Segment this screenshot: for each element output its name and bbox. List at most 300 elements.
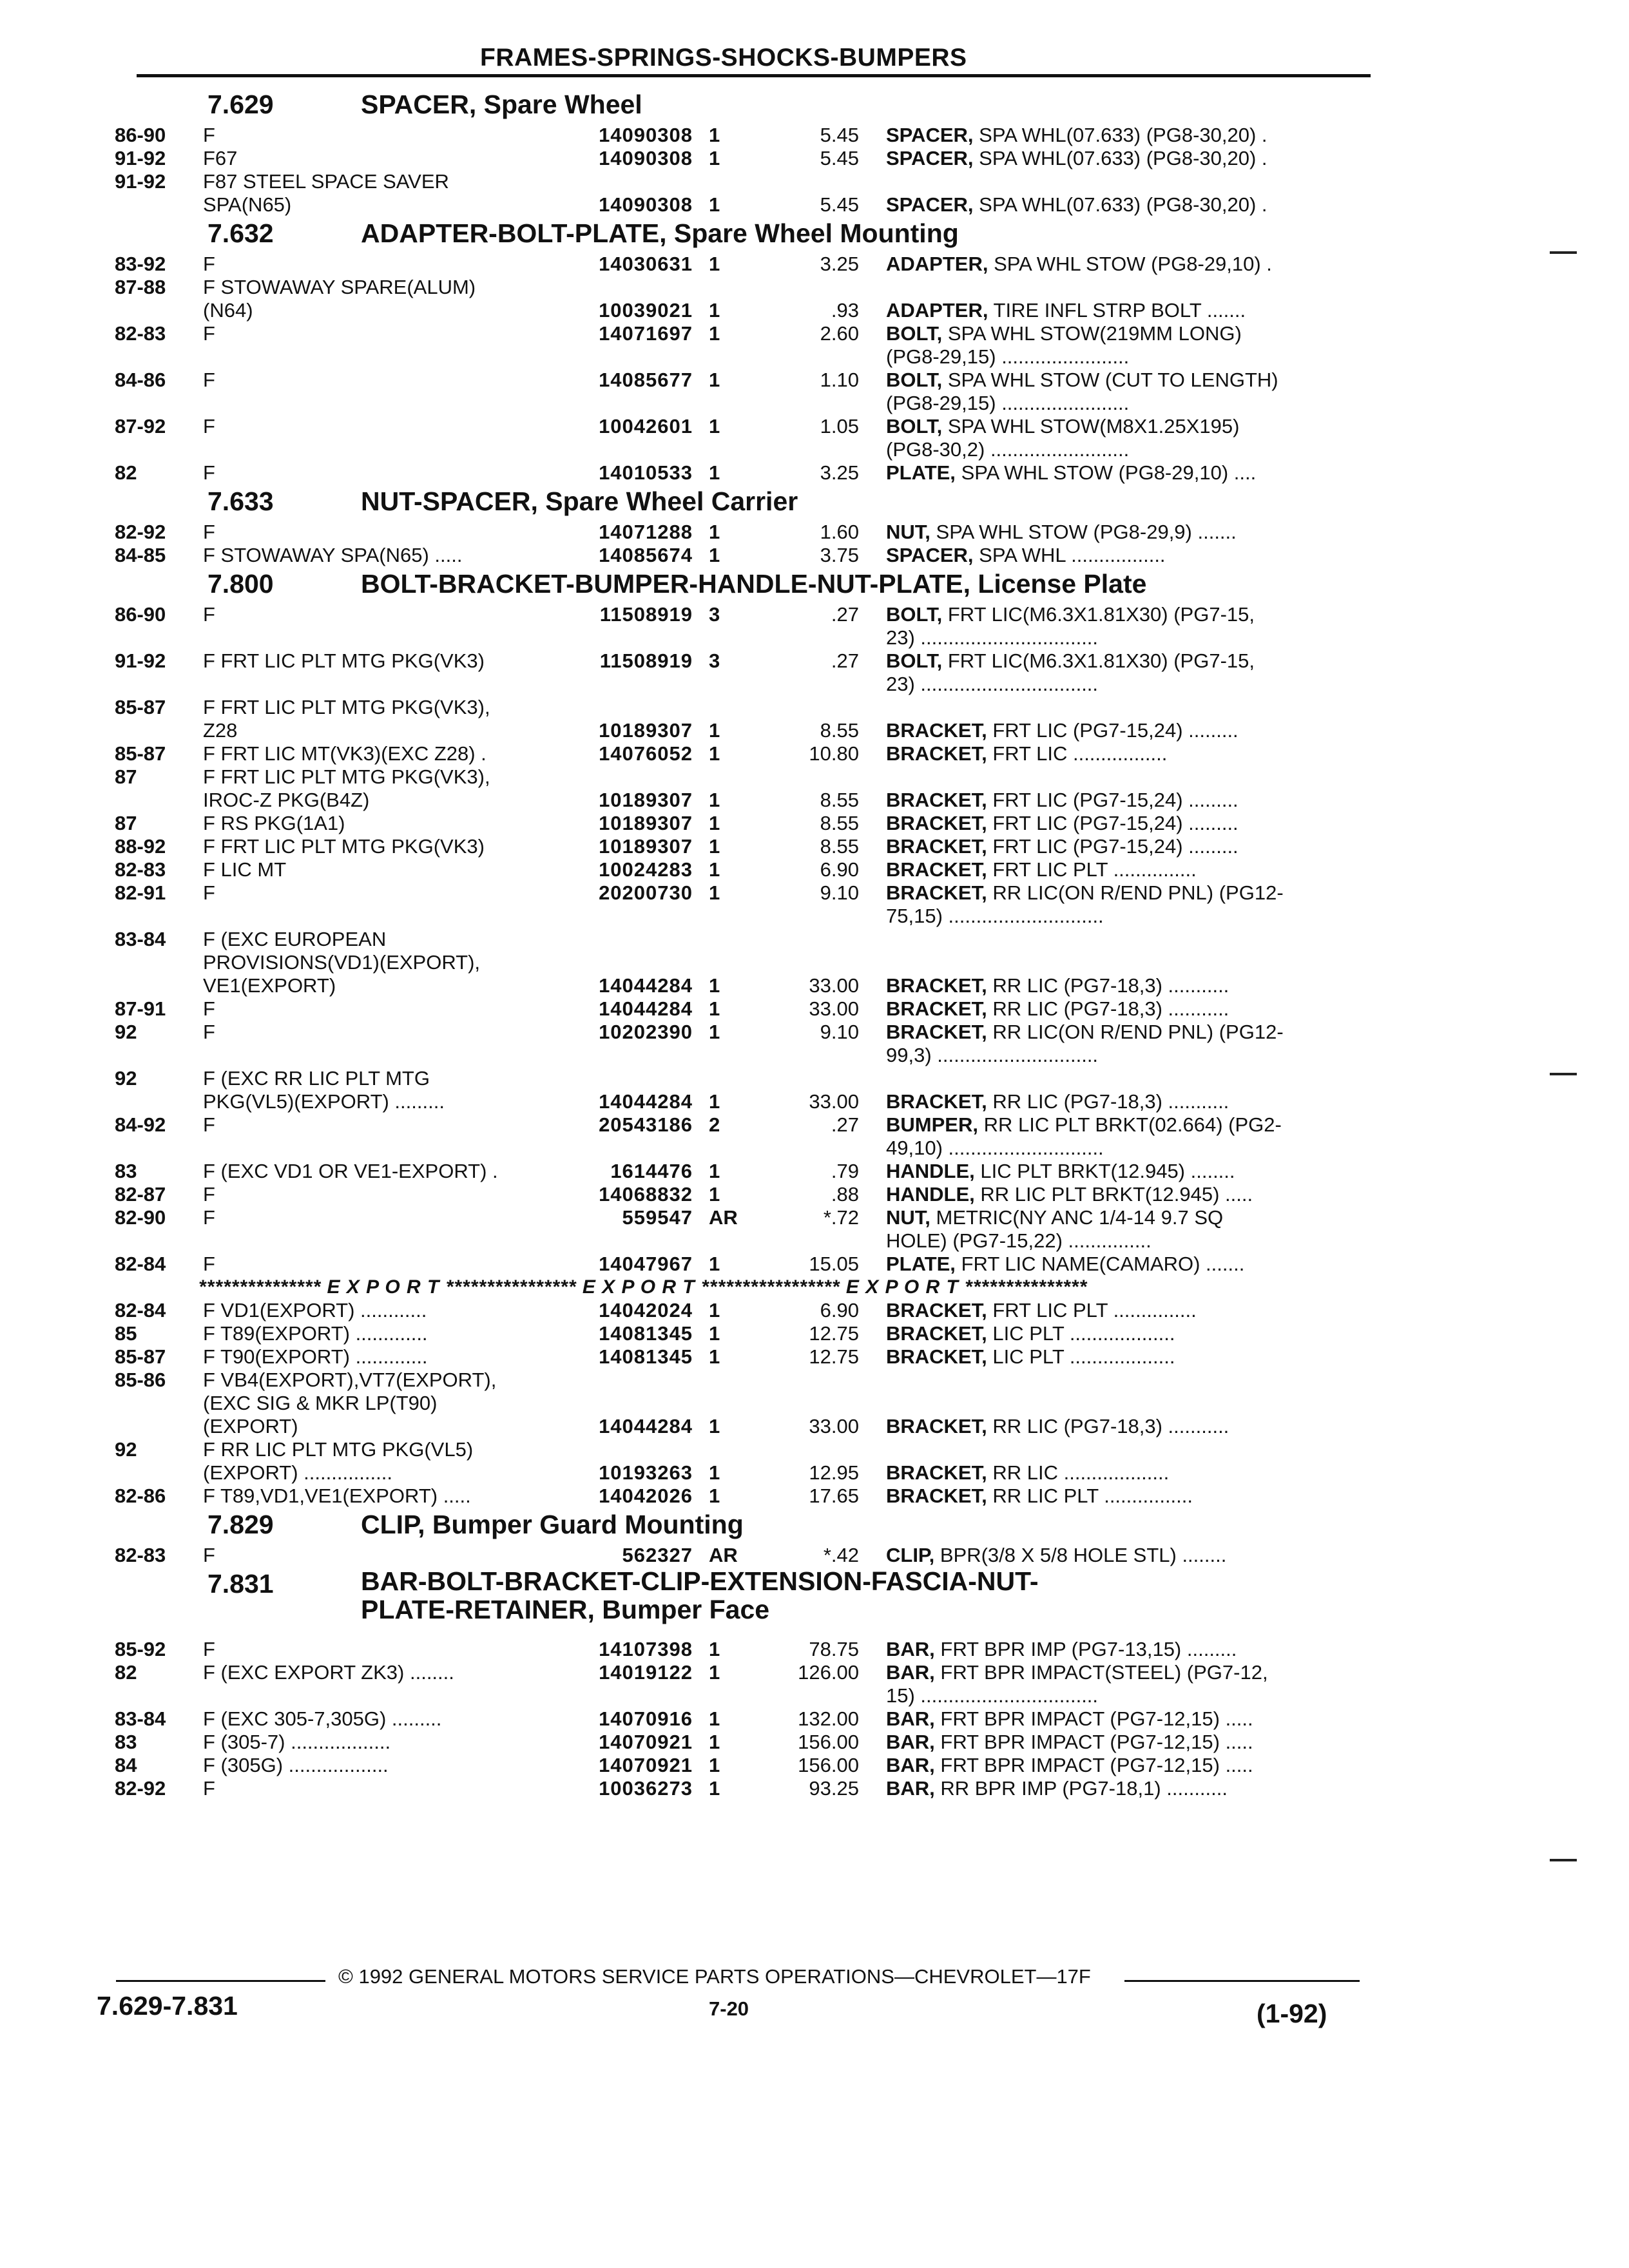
quantity: 1: [709, 1183, 720, 1206]
section-title: NUT-SPACER, Spare Wheel Carrier: [361, 486, 798, 516]
part-number: 14085677: [599, 369, 693, 391]
footer-rule: [116, 1980, 325, 1982]
description: [886, 193, 1268, 216]
application: F T89,VD1,VE1(EXPORT) .....: [203, 1485, 471, 1507]
export-separator: *************** E X P O R T **************** E X P O R T ***************** E X P O R T ***************: [198, 1276, 1088, 1298]
section-heading: [0, 1508, 1629, 1544]
application: IROC-Z PKG(B4Z): [203, 789, 370, 811]
description-detail: 99,3) .............................: [886, 1044, 1099, 1066]
description: [886, 438, 1129, 461]
price: 3.75: [820, 544, 859, 566]
description-detail: 23) ................................: [886, 673, 1099, 695]
part-number: 10036273: [599, 1777, 693, 1800]
quantity: AR: [709, 1206, 738, 1229]
price: 33.00: [809, 1415, 859, 1437]
description-detail: FRT LIC (PG7-15,24) .........: [992, 812, 1239, 834]
application: F: [203, 253, 215, 275]
part-row: [0, 626, 1629, 649]
application: F: [203, 1544, 215, 1566]
model-years: 82-83: [115, 858, 166, 881]
application: F: [203, 1113, 215, 1136]
description-detail: 49,10) ............................: [886, 1137, 1104, 1159]
price: 156.00: [798, 1731, 859, 1753]
application: F: [203, 1253, 215, 1275]
price: 33.00: [809, 1090, 859, 1113]
part-number: 14044284: [599, 1090, 693, 1113]
model-years: 82-84: [115, 1253, 166, 1275]
price: .27: [831, 1113, 859, 1136]
price: 12.75: [809, 1345, 859, 1368]
part-number: 20200730: [599, 881, 693, 904]
description: [886, 1090, 1229, 1113]
part-number: 14090308: [599, 193, 693, 216]
description: [886, 369, 1278, 392]
price: .79: [831, 1160, 859, 1182]
part-number: 14042024: [599, 1299, 693, 1321]
model-years: 87-92: [115, 415, 166, 437]
description-detail: METRIC(NY ANC 1/4-14 9.7 SQ: [936, 1206, 1224, 1229]
application: (EXC SIG & MKR LP(T90): [203, 1392, 438, 1414]
quantity: 1: [709, 1021, 720, 1043]
description: [886, 603, 1255, 626]
description: [886, 1160, 1235, 1183]
price: 3.25: [820, 461, 859, 484]
price: 1.05: [820, 415, 859, 437]
quantity: 1: [709, 193, 720, 216]
part-row: [0, 1090, 1629, 1113]
description-detail: (PG8-29,15) .......................: [886, 392, 1130, 414]
part-number: 1614476: [610, 1160, 693, 1182]
quantity: 1: [709, 1345, 720, 1368]
description-noun: BRACKET,: [886, 1461, 987, 1484]
part-row: [0, 438, 1629, 461]
application: F FRT LIC MT(VK3)(EXC Z28) .: [203, 742, 487, 765]
price: *.42: [823, 1544, 859, 1566]
application: SPA(N65): [203, 193, 292, 216]
model-years: 87-91: [115, 997, 166, 1020]
description: [886, 858, 1197, 881]
part-row: [0, 322, 1629, 345]
description: [886, 322, 1242, 345]
part-row: [0, 719, 1629, 742]
model-years: 85: [115, 1322, 137, 1345]
quantity: 1: [709, 881, 720, 904]
quantity: 1: [709, 1638, 720, 1660]
application: F (EXC EXPORT ZK3) ........: [203, 1661, 454, 1684]
part-row: [0, 997, 1629, 1021]
description: [886, 147, 1268, 170]
description-detail: RR LIC (PG7-18,3) ...........: [992, 997, 1229, 1020]
part-row: [0, 1485, 1629, 1508]
model-years: 83: [115, 1160, 137, 1182]
model-years: 92: [115, 1021, 137, 1043]
part-row: [0, 1638, 1629, 1661]
part-number: 14019122: [599, 1661, 693, 1684]
description-noun: BRACKET,: [886, 719, 987, 742]
description: [886, 1206, 1223, 1229]
description-detail: SPA WHL STOW (PG8-29,10) ....: [961, 461, 1257, 484]
export-separator-row: [0, 1276, 1629, 1299]
model-years: 87: [115, 765, 137, 788]
description-detail: FRT LIC (PG7-15,24) .........: [992, 789, 1239, 811]
description-detail: RR LIC (PG7-18,3) ...........: [992, 974, 1229, 997]
description: [886, 742, 1167, 765]
application: F: [203, 1021, 215, 1043]
quantity: 1: [709, 322, 720, 345]
application: (N64): [203, 299, 253, 322]
part-number: 10202390: [599, 1021, 693, 1043]
application: F T90(EXPORT) .............: [203, 1345, 428, 1368]
part-number: 10024283: [599, 858, 693, 881]
description-noun: BAR,: [886, 1707, 935, 1730]
part-number: 14081345: [599, 1345, 693, 1368]
quantity: 1: [709, 1415, 720, 1437]
description: [886, 1638, 1237, 1661]
description-noun: SPACER,: [886, 147, 974, 169]
section-number: 7.632: [207, 218, 274, 248]
description: [886, 835, 1239, 858]
part-number: 562327: [622, 1544, 693, 1566]
quantity: AR: [709, 1544, 738, 1566]
price: .88: [831, 1183, 859, 1206]
section-number: 7.831: [207, 1569, 274, 1599]
price: 10.80: [809, 742, 859, 765]
description: [886, 789, 1239, 812]
description-noun: BRACKET,: [886, 789, 987, 811]
description-noun: BRACKET,: [886, 835, 987, 858]
description-detail: SPA WHL(07.633) (PG8-30,20) .: [979, 124, 1268, 146]
section-title: CLIP, Bumper Guard Mounting: [361, 1510, 744, 1539]
application: F STOWAWAY SPA(N65) .....: [203, 544, 463, 566]
model-years: 91-92: [115, 649, 166, 672]
description-noun: BRACKET,: [886, 812, 987, 834]
part-number: 10039021: [599, 299, 693, 322]
description-noun: BAR,: [886, 1661, 935, 1684]
description-detail: 23) ................................: [886, 626, 1099, 649]
part-row: [0, 649, 1629, 673]
description-noun: CLIP,: [886, 1544, 935, 1566]
quantity: 1: [709, 835, 720, 858]
description-noun: BRACKET,: [886, 1322, 987, 1345]
margin-mark: [1550, 1859, 1577, 1861]
application: F: [203, 997, 215, 1020]
description: [886, 1777, 1228, 1800]
quantity: 1: [709, 544, 720, 566]
model-years: 86-90: [115, 603, 166, 626]
part-row: [0, 345, 1629, 369]
quantity: 1: [709, 1090, 720, 1113]
part-number: 14042026: [599, 1485, 693, 1507]
model-years: 83: [115, 1731, 137, 1753]
description: [886, 1137, 1104, 1160]
application: F RR LIC PLT MTG PKG(VL5): [203, 1438, 474, 1461]
quantity: 1: [709, 812, 720, 834]
description-detail: RR LIC(ON R/END PNL) (PG12-: [992, 881, 1284, 904]
description-detail: TIRE INFL STRP BOLT .......: [993, 299, 1246, 322]
price: 93.25: [809, 1777, 859, 1800]
quantity: 1: [709, 1485, 720, 1507]
part-number: 14044284: [599, 1415, 693, 1437]
description-detail: LIC PLT ...................: [992, 1345, 1175, 1368]
description: [886, 1021, 1284, 1044]
price: 126.00: [798, 1661, 859, 1684]
description-noun: BRACKET,: [886, 1299, 987, 1321]
description-detail: RR LIC PLT BRKT(02.664) (PG2-: [983, 1113, 1282, 1136]
part-row: [0, 928, 1629, 951]
price: 6.90: [820, 1299, 859, 1321]
model-years: 84-86: [115, 369, 166, 391]
quantity: 1: [709, 1322, 720, 1345]
description-detail: SPA WHL STOW(M8X1.25X195): [947, 415, 1240, 437]
quantity: 1: [709, 1707, 720, 1730]
section-heading: [0, 216, 1629, 253]
quantity: 1: [709, 415, 720, 437]
description-noun: BRACKET,: [886, 858, 987, 881]
description: [886, 1345, 1175, 1369]
section-number: 7.629: [207, 90, 274, 119]
application: F T89(EXPORT) .............: [203, 1322, 428, 1345]
application: F: [203, 1777, 215, 1800]
application: F: [203, 369, 215, 391]
model-years: 85-87: [115, 742, 166, 765]
part-row: [0, 1067, 1629, 1090]
model-years: 82-87: [115, 1183, 166, 1206]
part-row: [0, 765, 1629, 789]
description: [886, 299, 1246, 322]
description-detail: LIC PLT ...................: [992, 1322, 1175, 1345]
description-noun: PLATE,: [886, 1253, 956, 1275]
quantity: 1: [709, 1461, 720, 1484]
model-years: 83-84: [115, 1707, 166, 1730]
application: Z28: [203, 719, 238, 742]
description-noun: BRACKET,: [886, 974, 987, 997]
part-row: [0, 1754, 1629, 1777]
part-row: [0, 1544, 1629, 1567]
description-noun: BRACKET,: [886, 1345, 987, 1368]
part-row: [0, 369, 1629, 392]
footer-date: (1-92): [1257, 1999, 1327, 2028]
application: F67: [203, 147, 238, 169]
description-noun: HANDLE,: [886, 1183, 975, 1206]
part-number: 14090308: [599, 147, 693, 169]
application: F (EXC RR LIC PLT MTG: [203, 1067, 430, 1090]
price: .27: [831, 649, 859, 672]
part-row: [0, 544, 1629, 567]
description-detail: RR LIC PLT ................: [992, 1485, 1193, 1507]
part-row: [0, 1461, 1629, 1485]
application: F FRT LIC PLT MTG PKG(VK3),: [203, 765, 490, 788]
part-row: [0, 1021, 1629, 1044]
application: F (EXC 305-7,305G) .........: [203, 1707, 442, 1730]
application: F: [203, 881, 215, 904]
description-detail: RR BPR IMP (PG7-18,1) ...........: [940, 1777, 1228, 1800]
description-noun: BAR,: [886, 1731, 935, 1753]
section-heading: [0, 567, 1629, 603]
part-number: 14081345: [599, 1322, 693, 1345]
part-number: 14085674: [599, 544, 693, 566]
description: [886, 1229, 1152, 1253]
description-detail: SPA WHL STOW (CUT TO LENGTH): [947, 369, 1278, 391]
application: F FRT LIC PLT MTG PKG(VK3),: [203, 696, 490, 718]
part-row: [0, 276, 1629, 299]
footer-section-range: 7.629-7.831: [97, 1991, 238, 2021]
description-detail: FRT BPR IMP (PG7-13,15) .........: [940, 1638, 1237, 1660]
price: *.72: [823, 1206, 859, 1229]
description-detail: SPA WHL(07.633) (PG8-30,20) .: [979, 193, 1268, 216]
quantity: 3: [709, 649, 720, 672]
part-row: [0, 1253, 1629, 1276]
part-row: [0, 1299, 1629, 1322]
description: [886, 544, 1166, 567]
description-detail: FRT LIC NAME(CAMARO) .......: [961, 1253, 1245, 1275]
quantity: 1: [709, 1731, 720, 1753]
description-noun: BOLT,: [886, 603, 943, 626]
description-detail: FRT LIC (PG7-15,24) .........: [992, 719, 1239, 742]
quantity: 1: [709, 1299, 720, 1321]
application: F FRT LIC PLT MTG PKG(VK3): [203, 835, 485, 858]
price: 2.60: [820, 322, 859, 345]
description-detail: FRT LIC (PG7-15,24) .........: [992, 835, 1239, 858]
description-noun: ADAPTER,: [886, 299, 988, 322]
price: 1.10: [820, 369, 859, 391]
application: F: [203, 415, 215, 437]
part-number: 14070916: [599, 1707, 693, 1730]
quantity: 1: [709, 858, 720, 881]
quantity: 1: [709, 974, 720, 997]
part-row: [0, 673, 1629, 696]
description: [886, 1183, 1253, 1206]
description: [886, 1684, 1098, 1707]
description: [886, 345, 1129, 369]
description-detail: (PG8-29,15) .......................: [886, 345, 1130, 368]
price: .27: [831, 603, 859, 626]
description-detail: SPA WHL STOW (PG8-29,10) .: [994, 253, 1272, 275]
model-years: 82-90: [115, 1206, 166, 1229]
price: 8.55: [820, 812, 859, 834]
description-detail: FRT LIC PLT ...............: [992, 1299, 1197, 1321]
description-noun: BOLT,: [886, 322, 943, 345]
price: 1.60: [820, 521, 859, 543]
part-row: [0, 905, 1629, 928]
quantity: 1: [709, 789, 720, 811]
description-detail: SPA WHL .................: [979, 544, 1166, 566]
description: [886, 415, 1239, 438]
description-detail: SPA WHL STOW (PG8-29,9) .......: [936, 521, 1237, 543]
price: 8.55: [820, 835, 859, 858]
part-number: 14047967: [599, 1253, 693, 1275]
part-row: [0, 835, 1629, 858]
part-number: 14090308: [599, 124, 693, 146]
model-years: 91-92: [115, 147, 166, 169]
part-number: 10042601: [599, 415, 693, 437]
application: F: [203, 461, 215, 484]
description-detail: (PG8-30,2) .........................: [886, 438, 1130, 461]
section-heading: [0, 485, 1629, 521]
application: F: [203, 1183, 215, 1206]
application: F (305G) ..................: [203, 1754, 389, 1776]
description-noun: BOLT,: [886, 415, 943, 437]
part-number: 14071697: [599, 322, 693, 345]
model-years: 84-85: [115, 544, 166, 566]
application: (EXPORT): [203, 1415, 298, 1437]
description-detail: RR LIC(ON R/END PNL) (PG12-: [992, 1021, 1284, 1043]
description-detail: LIC PLT BRKT(12.945) ........: [980, 1160, 1235, 1182]
description-detail: 75,15) ............................: [886, 905, 1104, 927]
description: [886, 1485, 1193, 1508]
description-noun: SPACER,: [886, 544, 974, 566]
part-row: [0, 392, 1629, 415]
part-row: [0, 461, 1629, 485]
quantity: 1: [709, 1754, 720, 1776]
price: 9.10: [820, 1021, 859, 1043]
part-row: [0, 1438, 1629, 1461]
description-detail: HOLE) (PG7-15,22) ...............: [886, 1229, 1152, 1252]
description-noun: ADAPTER,: [886, 253, 988, 275]
description: [886, 1731, 1253, 1754]
quantity: 3: [709, 603, 720, 626]
description-noun: BAR,: [886, 1638, 935, 1660]
price: 9.10: [820, 881, 859, 904]
section-number: 7.633: [207, 486, 274, 516]
part-row: [0, 742, 1629, 765]
description-detail: FRT LIC(M6.3X1.81X30) (PG7-15,: [947, 649, 1255, 672]
description: [886, 649, 1255, 673]
part-row: [0, 1731, 1629, 1754]
model-years: 87: [115, 812, 137, 834]
description: [886, 1113, 1282, 1137]
description-noun: HANDLE,: [886, 1160, 975, 1182]
part-row: [0, 696, 1629, 719]
quantity: 1: [709, 369, 720, 391]
description-noun: NUT,: [886, 1206, 930, 1229]
description-detail: 15) ................................: [886, 1684, 1099, 1707]
description-noun: SPACER,: [886, 193, 974, 216]
part-row: [0, 147, 1629, 170]
part-row: [0, 1160, 1629, 1183]
model-years: 82-83: [115, 322, 166, 345]
part-number: 14071288: [599, 521, 693, 543]
part-number: 559547: [622, 1206, 693, 1229]
description-noun: BAR,: [886, 1754, 935, 1776]
description: [886, 124, 1268, 147]
part-number: 14044284: [599, 997, 693, 1020]
description: [886, 1415, 1229, 1438]
description: [886, 719, 1239, 742]
description-detail: FRT BPR IMPACT (PG7-12,15) .....: [940, 1731, 1253, 1753]
price: 156.00: [798, 1754, 859, 1776]
description-noun: BRACKET,: [886, 881, 987, 904]
description-detail: BPR(3/8 X 5/8 HOLE STL) ........: [940, 1544, 1227, 1566]
application: F VB4(EXPORT),VT7(EXPORT),: [203, 1369, 497, 1391]
part-row: [0, 170, 1629, 193]
part-row: [0, 951, 1629, 974]
description-noun: BRACKET,: [886, 742, 987, 765]
application: F FRT LIC PLT MTG PKG(VK3): [203, 649, 485, 672]
description-detail: RR LIC ...................: [992, 1461, 1170, 1484]
footer-copyright: © 1992 GENERAL MOTORS SERVICE PARTS OPERATIONS—CHEVROLET—17F: [338, 1965, 1091, 1988]
quantity: 1: [709, 299, 720, 322]
model-years: 82-91: [115, 881, 166, 904]
part-number: 14068832: [599, 1183, 693, 1206]
part-number: 14044284: [599, 974, 693, 997]
description-detail: FRT BPR IMPACT (PG7-12,15) .....: [940, 1707, 1253, 1730]
description: [886, 673, 1098, 696]
model-years: 84-92: [115, 1113, 166, 1136]
description-noun: BOLT,: [886, 369, 943, 391]
section-heading: [0, 88, 1629, 124]
quantity: 1: [709, 997, 720, 1020]
application: F RS PKG(1A1): [203, 812, 345, 834]
